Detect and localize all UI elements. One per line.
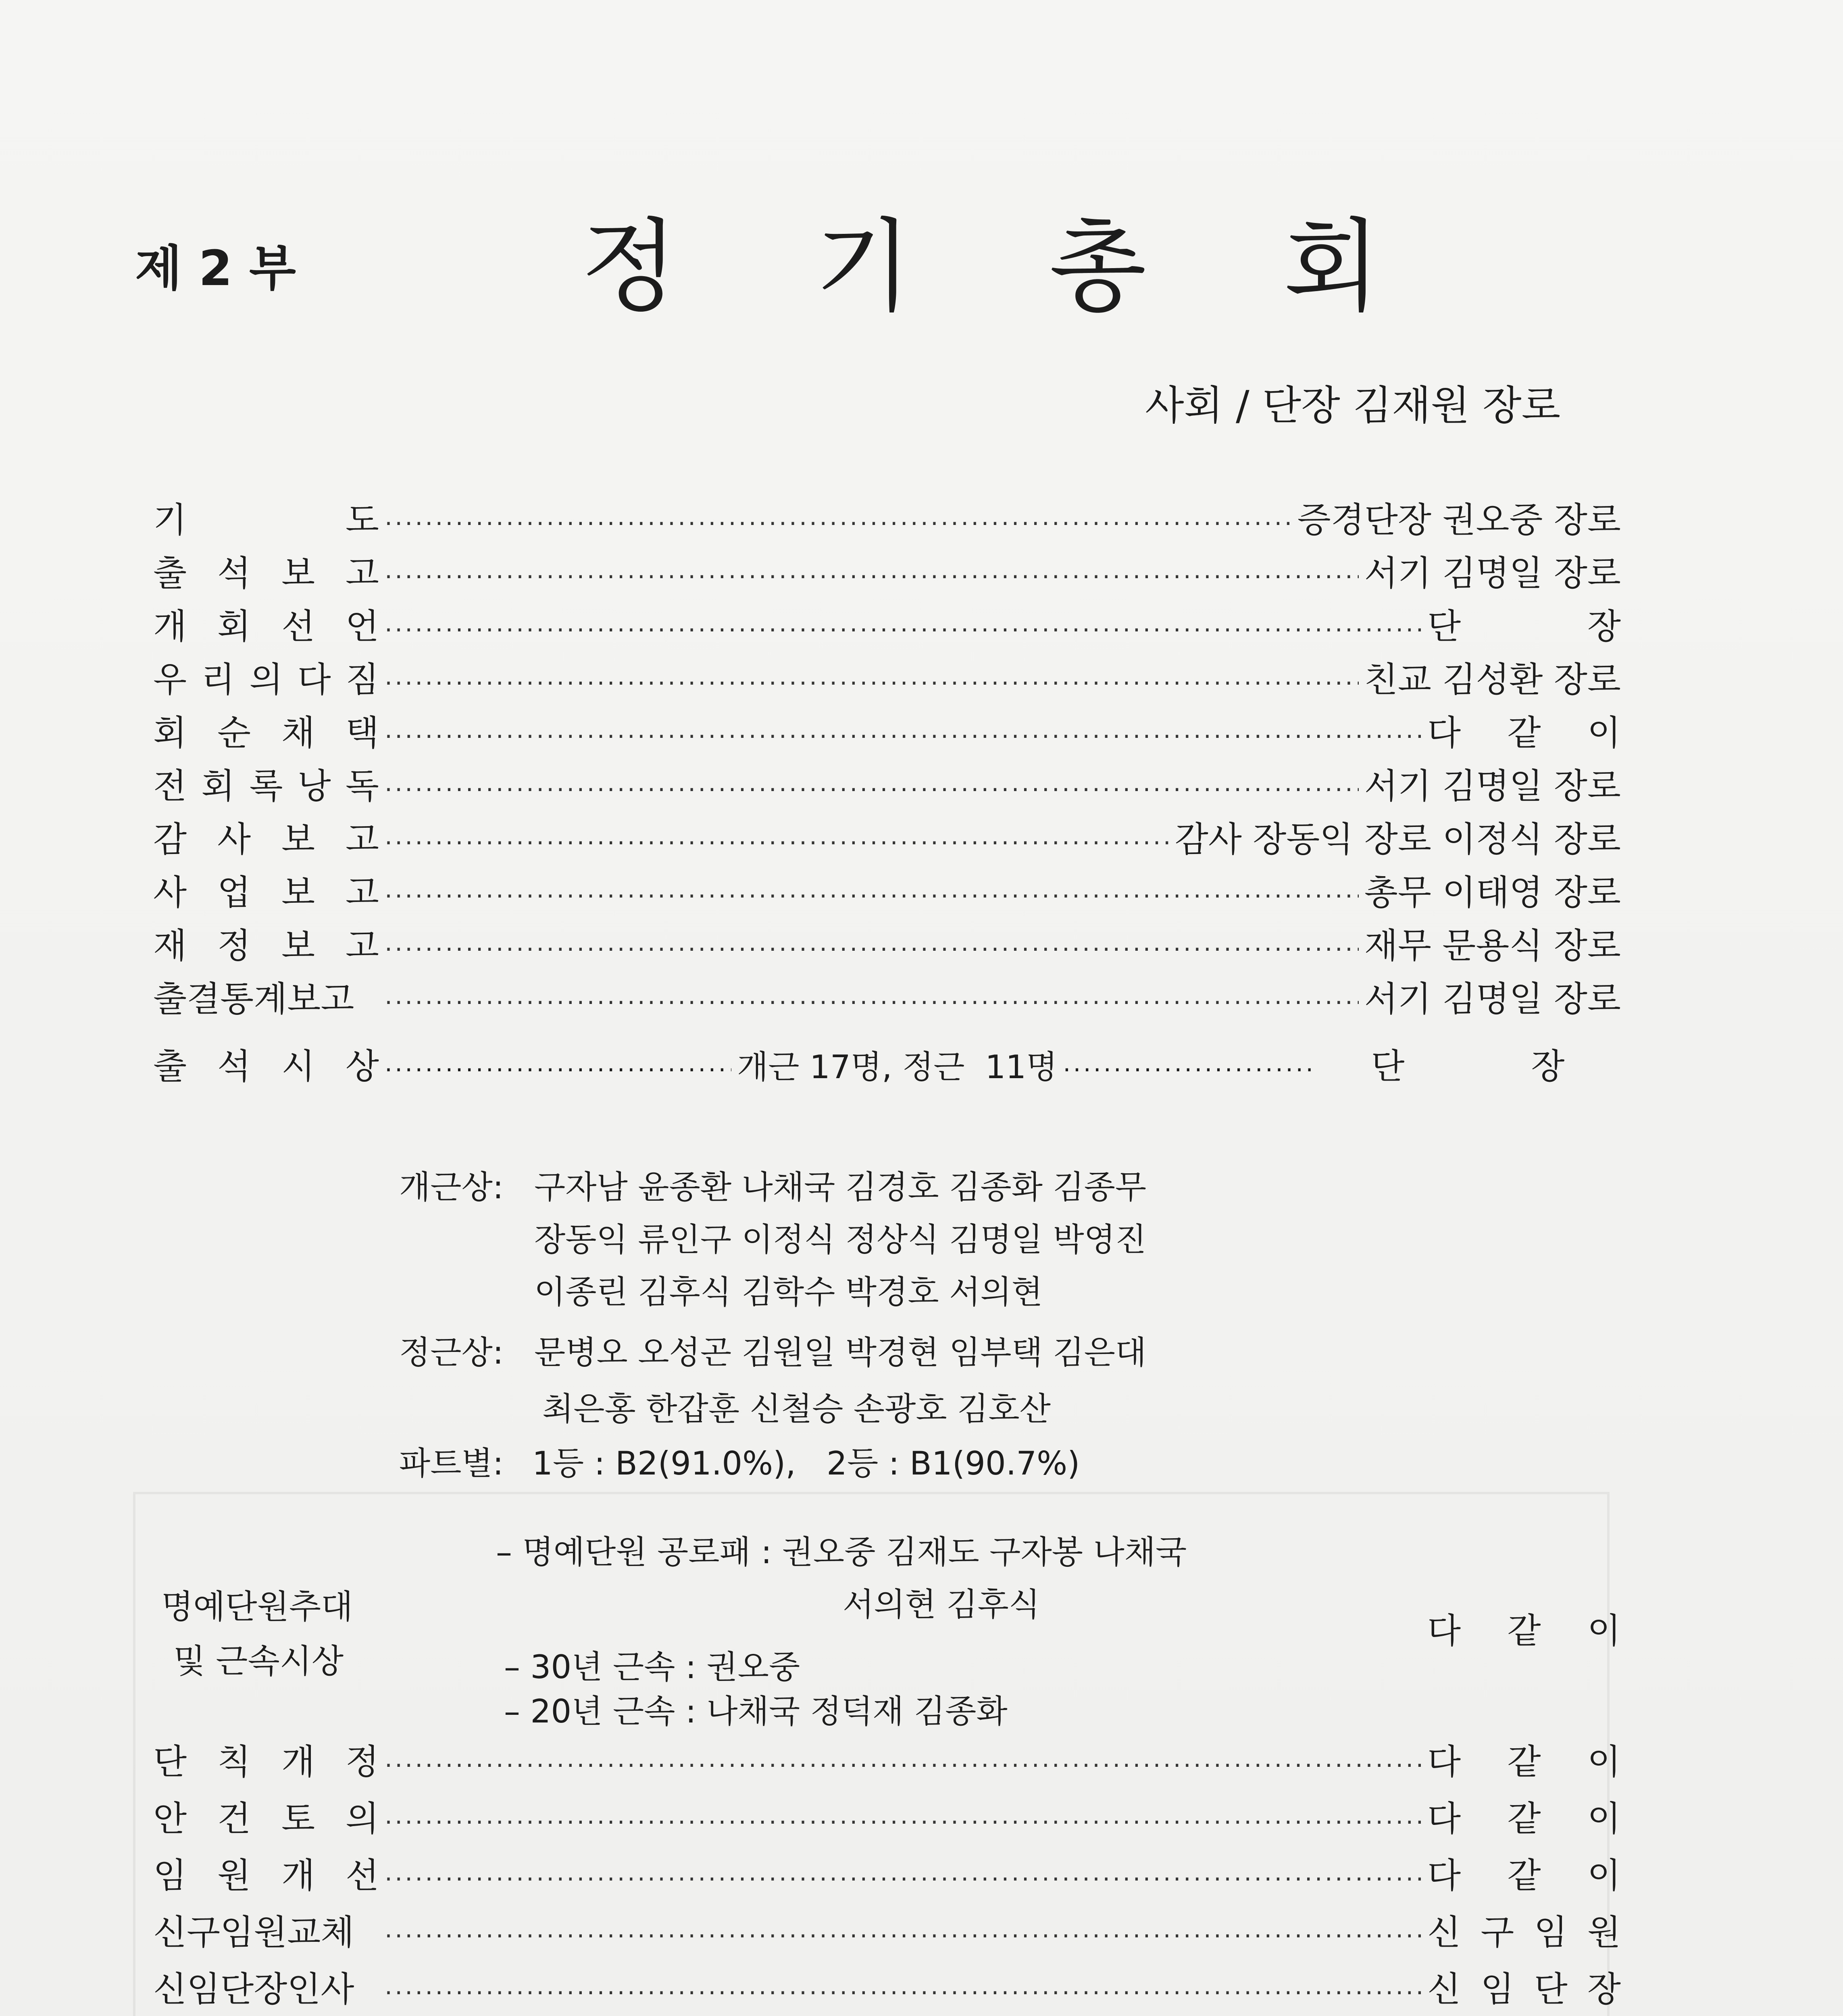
agenda-presenter: 다 같 이 <box>1427 713 1621 753</box>
agenda-presenter: 신 임 단 장 <box>1427 1969 1621 2010</box>
leader-dots <box>385 1922 1422 1950</box>
agenda-row <box>153 758 1621 806</box>
agenda-row <box>153 918 1621 966</box>
agenda-row <box>153 1961 1621 2010</box>
agenda-row <box>153 1734 1621 1782</box>
agenda-row <box>153 811 1621 860</box>
leader-dots <box>385 723 1422 751</box>
agenda-row <box>153 971 1621 1019</box>
agenda-label: 출결통계보고 <box>153 979 354 1019</box>
agenda-label: 단 칙 개 정 <box>153 1742 379 1782</box>
leader-dots <box>385 563 1359 591</box>
leader-dots <box>385 829 1169 857</box>
attendance-summary: 개근 17명, 정근 11명 <box>737 1048 1058 1086</box>
leader-dots <box>385 776 1359 804</box>
leader-dots <box>385 1752 1422 1780</box>
service-award-line: – 30년 근속 : 권오중 <box>504 1648 800 1686</box>
agenda-label: 우 리 의 다 짐 <box>153 660 379 700</box>
leader-dots <box>385 510 1292 538</box>
leader-dots <box>385 616 1422 644</box>
agenda-presenter: 서기 김명일 장로 <box>1364 553 1621 594</box>
part-award-label: 파트별: <box>399 1445 504 1482</box>
agenda-label: 신임단장인사 <box>153 1969 354 2010</box>
service-award-line: – 20년 근속 : 나채국 정덕재 김종화 <box>504 1693 1008 1730</box>
agenda-label: 개 회 선 언 <box>153 606 379 647</box>
agenda-row <box>153 1791 1621 1839</box>
agenda-label: 신구임원교체 <box>153 1912 354 1953</box>
agenda-label: 사 업 보 고 <box>153 873 379 913</box>
part-award-text: 1등 : B2(91.0%), 2등 : B1(90.7%) <box>532 1445 1080 1482</box>
diligent-attendance-names: 최은홍 한갑훈 신철승 손광호 김호산 <box>542 1390 1051 1428</box>
honor-presenter: 다 같 이 <box>1427 1611 1621 1651</box>
leader-dots <box>385 669 1359 698</box>
leader-dots <box>385 1979 1422 2007</box>
agenda-row <box>153 1904 1621 1953</box>
honorary-plaque-line: – 명예단원 공로패 : 권오중 김재도 구자봉 나채국 <box>496 1533 1187 1571</box>
agenda-label: 출 석 시 상 <box>153 1046 379 1087</box>
perfect-attendance-label: 개근상: <box>399 1168 504 1206</box>
agenda-row <box>153 1847 1621 1896</box>
agenda-presenter: 다 같 이 <box>1427 1799 1621 1839</box>
diligent-attendance-label: 정근상: <box>399 1334 504 1371</box>
leader-dots <box>385 882 1359 910</box>
honor-label: 및 근속시상 <box>173 1642 344 1681</box>
agenda-label: 전 회 록 낭 독 <box>153 766 379 806</box>
agenda-row-attendance-award <box>153 1038 1621 1087</box>
agenda-label: 감 사 보 고 <box>153 819 379 860</box>
leader-dots <box>385 989 1359 1017</box>
agenda-label: 임 원 개 선 <box>153 1856 379 1896</box>
perfect-attendance-names: 이종린 김후식 김학수 박경호 서의현 <box>534 1273 1043 1311</box>
agenda-row <box>153 864 1621 913</box>
agenda-label: 출 석 보 고 <box>153 553 379 594</box>
agenda-label: 안 건 토 의 <box>153 1799 379 1839</box>
leader-dots <box>385 1056 731 1084</box>
agenda-presenter: 감사 장동익 장로 이정식 장로 <box>1175 819 1621 860</box>
leader-dots <box>385 935 1359 964</box>
agenda-presenter: 다 같 이 <box>1427 1856 1621 1896</box>
honor-label: 명예단원추대 <box>161 1588 353 1626</box>
agenda-presenter: 서기 김명일 장로 <box>1364 979 1621 1019</box>
agenda-presenter: 총무 이태영 장로 <box>1364 873 1621 913</box>
agenda-presenter: 재무 문용식 장로 <box>1364 926 1621 966</box>
agenda-presenter: 친교 김성환 장로 <box>1364 660 1621 700</box>
leader-dots <box>385 1865 1422 1893</box>
perfect-attendance-names: 구자남 윤종환 나채국 김경호 김종화 김종무 <box>534 1168 1147 1206</box>
leader-dots <box>385 1808 1422 1837</box>
perfect-attendance-names: 장동익 류인구 이정식 정상식 김명일 박영진 <box>534 1221 1147 1258</box>
leader-dots <box>1063 1056 1313 1084</box>
agenda-presenter: 단 장 <box>1371 1046 1565 1087</box>
honorary-plaque-line: 서의현 김후식 <box>843 1586 1040 1623</box>
agenda-presenter: 서기 김명일 장로 <box>1364 766 1621 806</box>
agenda-label: 회 순 채 택 <box>153 713 379 753</box>
part-label: 제 2 부 <box>135 241 296 297</box>
agenda-presenter: 단 장 <box>1427 606 1621 647</box>
agenda-presenter: 다 같 이 <box>1427 1742 1621 1782</box>
page-title: 정 기 총 회 <box>581 208 1433 325</box>
agenda-label: 기 도 <box>153 500 379 540</box>
presider-line: 사회 / 단장 김재원 장로 <box>1145 382 1561 429</box>
agenda-presenter: 신 구 임 원 <box>1427 1912 1621 1953</box>
agenda-row <box>153 492 1621 540</box>
agenda-row <box>153 598 1621 647</box>
agenda-presenter: 증경단장 권오중 장로 <box>1297 500 1621 540</box>
agenda-label: 재 정 보 고 <box>153 926 379 966</box>
agenda-row <box>153 705 1621 753</box>
agenda-row <box>153 652 1621 700</box>
agenda-row <box>153 545 1621 594</box>
diligent-attendance-names: 문병오 오성곤 김원일 박경현 임부택 김은대 <box>534 1334 1147 1371</box>
